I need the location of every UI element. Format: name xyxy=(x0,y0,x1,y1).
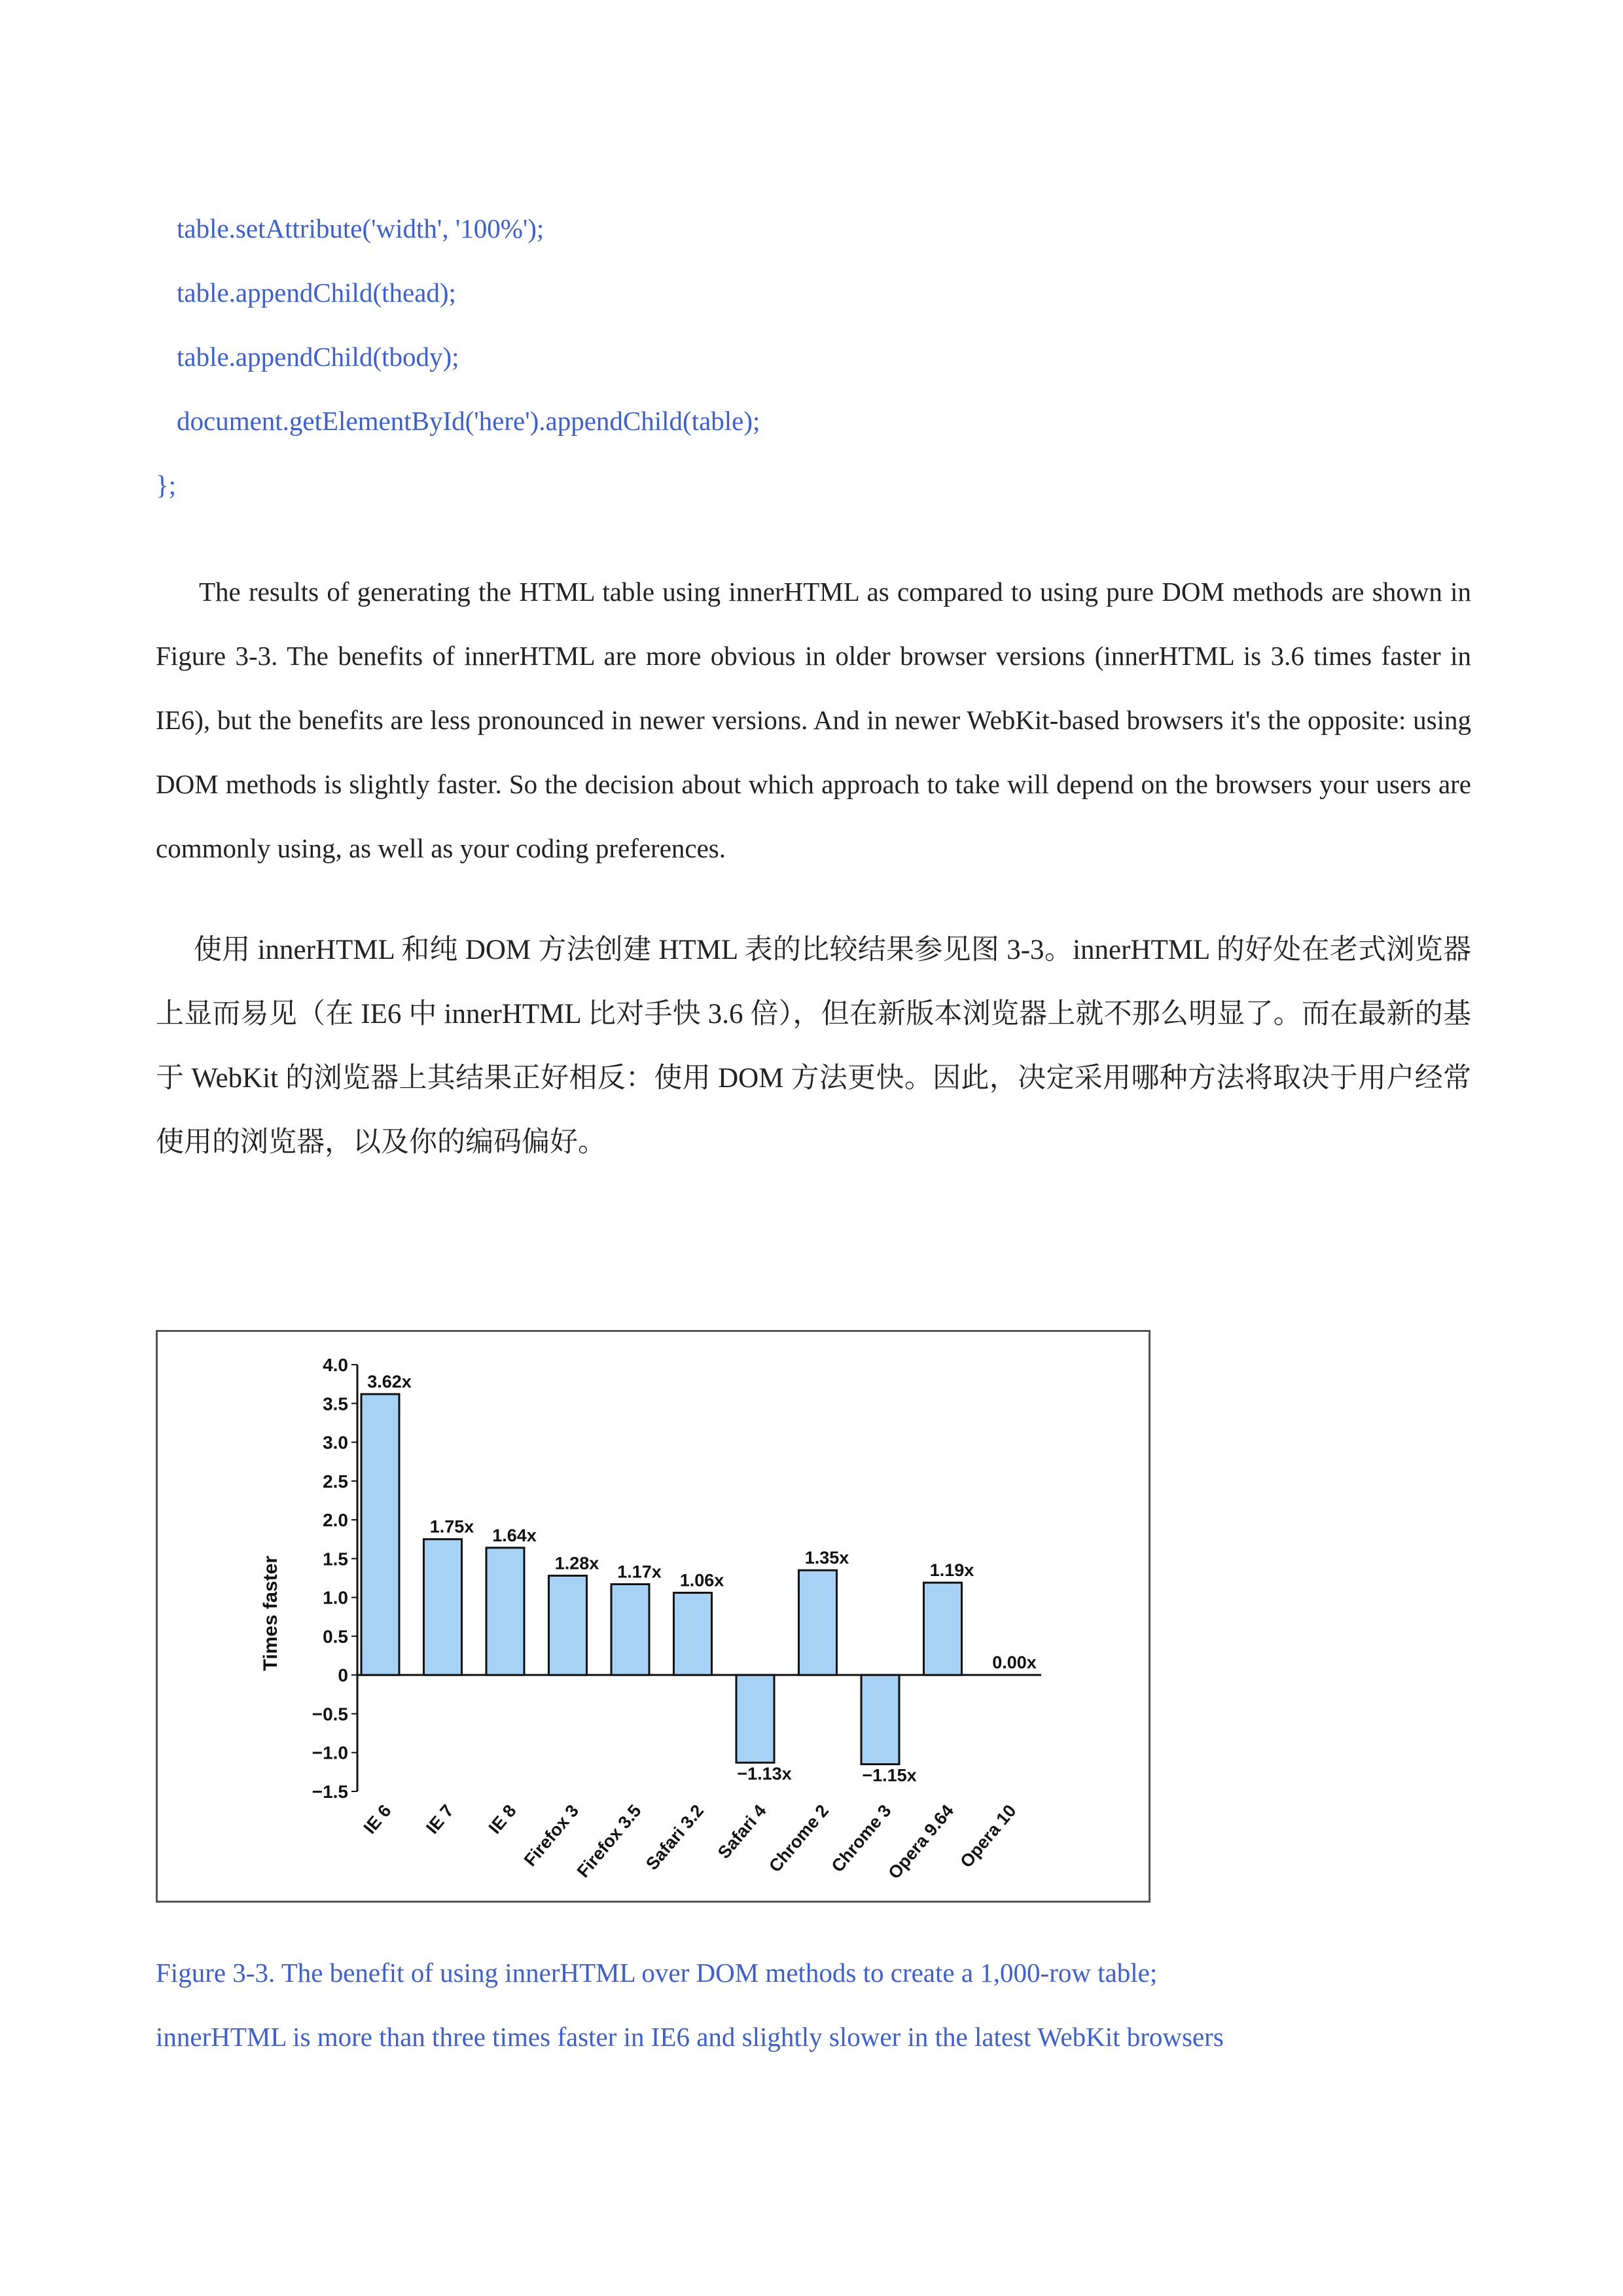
bar xyxy=(549,1575,587,1675)
bar xyxy=(674,1593,712,1676)
bar xyxy=(799,1570,837,1675)
y-tick-label: 0.5 xyxy=(323,1626,348,1647)
bar xyxy=(924,1583,962,1675)
y-tick-label: 4.0 xyxy=(323,1355,348,1375)
code-line-4: document.getElementById('here').appendChild(table); xyxy=(177,406,760,436)
x-tick-label: IE 7 xyxy=(422,1801,458,1838)
x-tick-label: Chrome 2 xyxy=(765,1801,833,1876)
y-tick-label: −1.5 xyxy=(312,1782,348,1802)
x-tick-label: Chrome 3 xyxy=(827,1801,895,1876)
x-tick-label: Firefox 3.5 xyxy=(573,1801,645,1882)
bar xyxy=(611,1584,649,1675)
bar-value-label: 3.62x xyxy=(367,1372,412,1392)
code-line-5: }; xyxy=(156,470,177,500)
x-tick-label: Safari 4 xyxy=(713,1801,770,1863)
y-axis-label: Times faster xyxy=(260,1555,281,1672)
bar-value-label: 1.06x xyxy=(679,1570,724,1590)
bar-value-label: 1.17x xyxy=(617,1562,662,1582)
bar xyxy=(424,1539,462,1675)
figure-3-3 xyxy=(156,1330,1150,1903)
bar-value-label: −1.15x xyxy=(862,1765,917,1785)
bar-value-label: 1.64x xyxy=(492,1525,537,1545)
code-line-1: table.setAttribute('width', '100%'); xyxy=(177,213,544,243)
bar-value-label: 1.19x xyxy=(929,1560,974,1581)
bar xyxy=(361,1394,399,1675)
x-tick-label: IE 6 xyxy=(359,1801,395,1838)
y-tick-label: 2.5 xyxy=(323,1471,348,1492)
bar-chart xyxy=(158,1332,1149,1901)
x-tick-label: Opera 9.64 xyxy=(884,1801,958,1883)
figure-caption-line-2: innerHTML is more than three times faster in IE6 and slightly slower in the latest WebKit browsers xyxy=(156,2022,1224,2052)
x-tick-label: Firefox 3 xyxy=(520,1801,583,1871)
y-tick-label: 3.5 xyxy=(323,1393,348,1414)
bar-value-label: −1.13x xyxy=(737,1764,792,1784)
y-tick-label: 0 xyxy=(338,1665,348,1686)
bar-value-label: 1.75x xyxy=(429,1516,474,1537)
x-tick-label: IE 8 xyxy=(484,1801,520,1838)
paragraph-english: The results of generating the HTML table using innerHTML as compared to using pure DOM methods are shown in Figure 3-3. The benefits of innerHTML are more obvious in older browser versions (innerHTML is 3.6 times faster in IE6), but the benefits are less pronounced in newer versions. And in newer WebKit-based browsers it's the opposite: using DOM methods is slightly faster. So the decision about which approach to take will depend on the browsers your users are commonly using, as well as your coding preferences. xyxy=(156,577,1471,863)
bar-value-label: 1.28x xyxy=(554,1553,599,1573)
code-line-2: table.appendChild(thead); xyxy=(177,278,456,308)
bar xyxy=(486,1548,524,1675)
y-tick-label: 1.0 xyxy=(323,1587,348,1608)
bar xyxy=(861,1675,899,1764)
y-tick-label: 1.5 xyxy=(323,1549,348,1570)
x-tick-label: Opera 10 xyxy=(956,1801,1020,1872)
bar xyxy=(736,1675,774,1763)
x-tick-label: Safari 3.2 xyxy=(641,1801,708,1874)
y-tick-label: −0.5 xyxy=(312,1704,348,1725)
y-tick-label: 3.0 xyxy=(323,1432,348,1453)
bar-value-label: 1.35x xyxy=(804,1548,849,1568)
paragraph-chinese: 使用 innerHTML 和纯 DOM 方法创建 HTML 表的比较结果参见图 3-3。innerHTML 的好处在老式浏览器上显而易见（在 IE6 中 innerHTML 比对手快 3.6 倍），但在新版本浏览器上就不那么明显了。而在最新的基于 WebKit 的浏览器上其结果正好相反：使用 DOM 方法更快。因此，决定采用哪种方法将取决于用户经常使用的浏览器，以及你的编码偏好。 xyxy=(156,935,1471,1158)
bar-value-label: 0.00x xyxy=(992,1653,1037,1673)
y-tick-label: −1.0 xyxy=(312,1742,348,1763)
code-line-3: table.appendChild(tbody); xyxy=(177,342,459,372)
y-tick-label: 2.0 xyxy=(323,1510,348,1531)
figure-caption-line-1: Figure 3-3. The benefit of using innerHTML over DOM methods to create a 1,000-row table; xyxy=(156,1958,1158,1988)
